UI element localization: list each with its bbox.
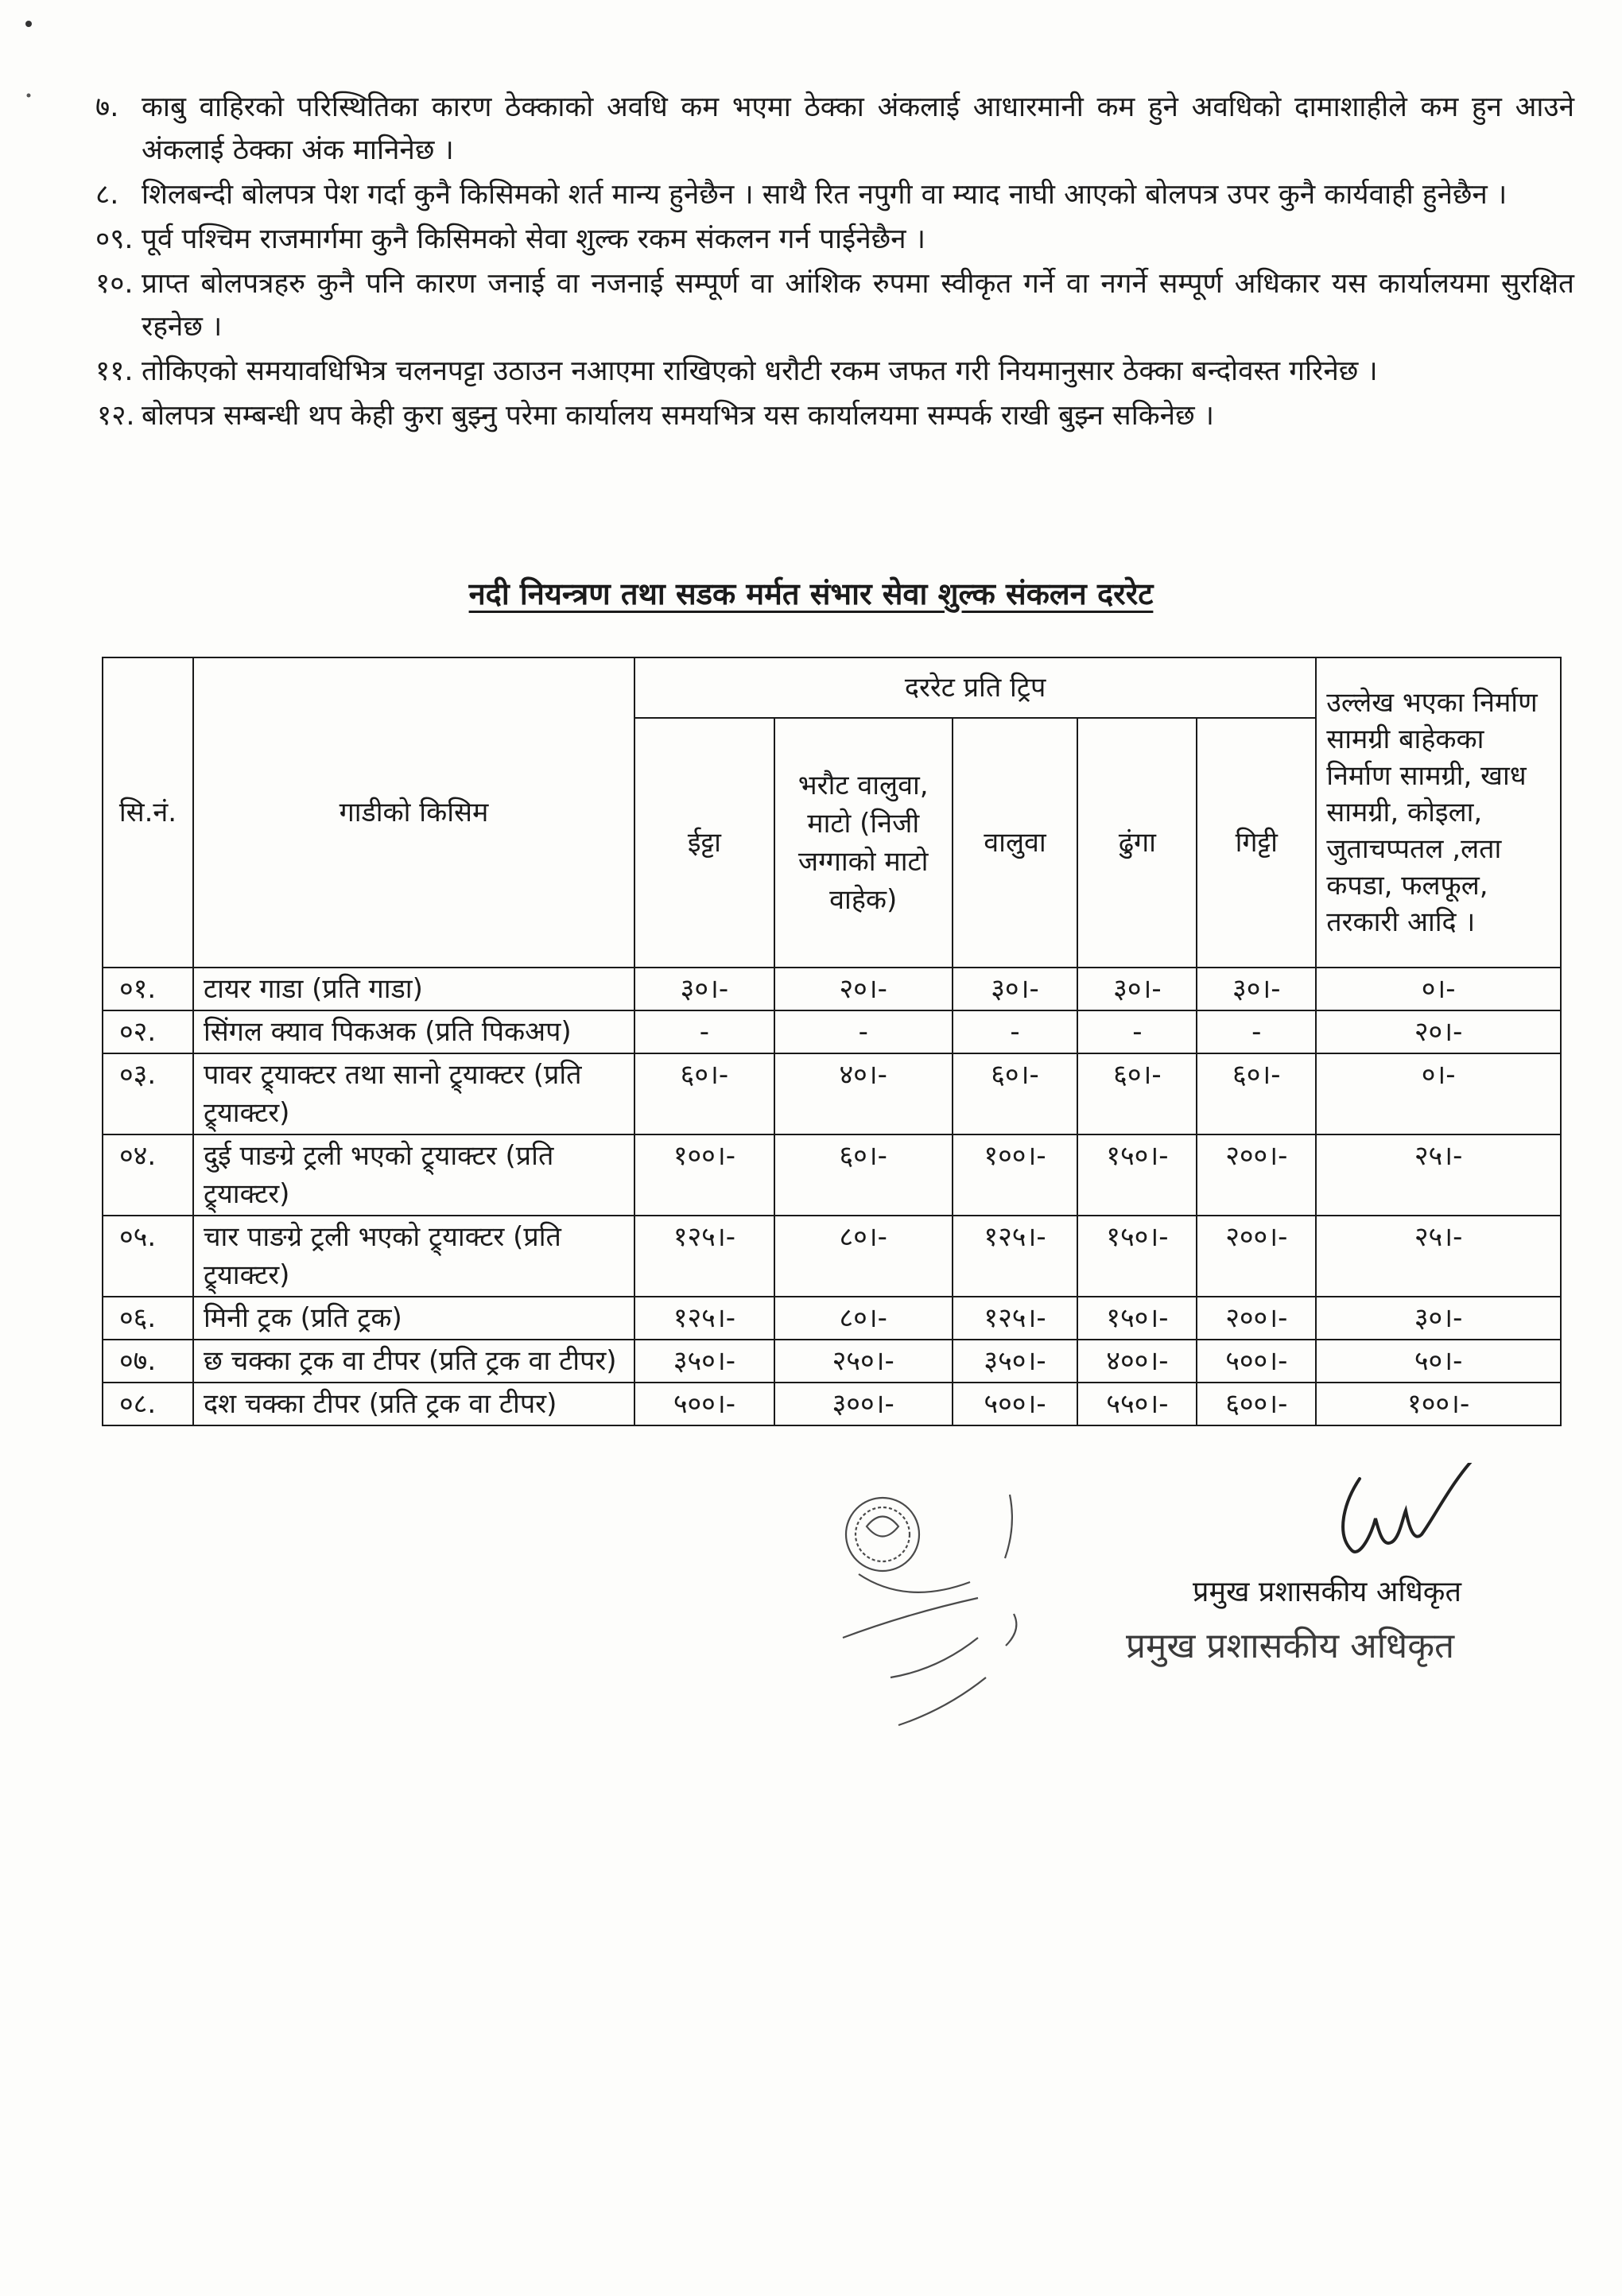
- cell-vehicle-type: दश चक्का टीपर (प्रति ट्रक वा टीपर): [193, 1383, 634, 1425]
- cell-sn: ०८.: [103, 1383, 193, 1425]
- item-text: बोलपत्र सम्बन्धी थप केही कुरा बुझ्नु परेमा कार्यालय समयभित्र यस कार्यालयमा सम्पर्क राखी बुझ्न सकिनेछ ।: [142, 400, 1215, 432]
- item-text: पूर्व पश्चिम राजमार्गमा कुनै किसिमको सेवा शुल्क रकम संकलन गर्न पाईनेछैन ।: [142, 223, 925, 255]
- item-number: ८.: [95, 179, 119, 211]
- cell-stone: -: [1077, 1010, 1197, 1053]
- cell-sand: ५००।-: [953, 1383, 1078, 1425]
- table-row: [103, 1216, 1561, 1297]
- cell-sand: ३०।-: [953, 968, 1078, 1010]
- cell-fill-soil: ८०।-: [774, 1216, 953, 1297]
- cell-brick: ५००।-: [634, 1383, 774, 1425]
- signature-mark: [1328, 1463, 1503, 1566]
- cell-stone: १५०।-: [1077, 1216, 1197, 1297]
- cell-brick: ३०।-: [634, 968, 774, 1010]
- table-row: [103, 1134, 1561, 1216]
- cell-vehicle-type: टायर गाडा (प्रति गाडा): [193, 968, 634, 1010]
- cell-sand: १२५।-: [953, 1216, 1078, 1297]
- cell-vehicle-type: चार पाङग्रे ट्रली भएको ट्र्याक्टर (प्रति ट्र्याक्टर): [193, 1216, 634, 1297]
- cell-gravel: २००।-: [1197, 1134, 1316, 1216]
- margin-mark: [21, 16, 37, 111]
- cell-brick: १२५।-: [634, 1297, 774, 1340]
- cell-other: ०।-: [1316, 1053, 1561, 1134]
- cell-sn: ०४.: [103, 1134, 193, 1216]
- terms-list: [95, 86, 1574, 439]
- cell-gravel: २००।-: [1197, 1297, 1316, 1340]
- cell-stone: १५०।-: [1077, 1297, 1197, 1340]
- cell-sand: ६०।-: [953, 1053, 1078, 1134]
- cell-gravel: ६००।-: [1197, 1383, 1316, 1425]
- cell-sand: -: [953, 1010, 1078, 1053]
- list-item: [95, 394, 1574, 437]
- cell-vehicle-type: सिंगल क्याव पिकअक (प्रति पिकअप): [193, 1010, 634, 1053]
- cell-vehicle-type: मिनी ट्रक (प्रति ट्रक): [193, 1297, 634, 1340]
- cell-sn: ०७.: [103, 1340, 193, 1383]
- cell-stone: १५०।-: [1077, 1134, 1197, 1216]
- header-fill-soil: भरौट वालुवा, माटो (निजी जग्गाको माटो वाहेक): [774, 718, 953, 968]
- cell-fill-soil: ६०।-: [774, 1134, 953, 1216]
- cell-other: ३०।-: [1316, 1297, 1561, 1340]
- cell-gravel: ३०।-: [1197, 968, 1316, 1010]
- cell-gravel: -: [1197, 1010, 1316, 1053]
- cell-other: २५।-: [1316, 1216, 1561, 1297]
- header-brick: ईट्टा: [634, 718, 774, 968]
- cell-stone: ४००।-: [1077, 1340, 1197, 1383]
- item-text: काबु वाहिरको परिस्थितिका कारण ठेक्काको अवधि कम भएमा ठेक्का अंकलाई आधारमानी कम हुने अवधिको दामाशाहीले कम हुन आउने अंकलाई ठेक्का अंक मानिनेछ ।: [142, 91, 1574, 166]
- cell-brick: ३५०।-: [634, 1340, 774, 1383]
- list-item: [95, 218, 1574, 261]
- cell-brick: १००।-: [634, 1134, 774, 1216]
- table-row: [103, 1053, 1561, 1134]
- cell-sand: १२५।-: [953, 1297, 1078, 1340]
- cell-sn: ०५.: [103, 1216, 193, 1297]
- cell-sand: ३५०।-: [953, 1340, 1078, 1383]
- table-row: [103, 1010, 1561, 1053]
- header-sn: सि.नं.: [103, 657, 193, 968]
- rate-table-title: [0, 572, 1622, 614]
- signatory-stamp-title: प्रमुख प्रशासकीय अधिकृत: [1126, 1626, 1455, 1666]
- cell-gravel: ६०।-: [1197, 1053, 1316, 1134]
- header-other-materials: उल्लेख भएका निर्माण सामग्री बाहेकका निर्माण सामग्री, खाध सामग्री, कोइला, जुताचप्पतल ,लता कपडा, फलफूल, तरकारी आदि ।: [1316, 657, 1561, 968]
- header-sand: वालुवा: [953, 718, 1078, 968]
- list-item: [95, 173, 1574, 216]
- item-text: शिलबन्दी बोलपत्र पेश गर्दा कुनै किसिमको शर्त मान्य हुनेछैन । साथै रित नपुगी वा म्याद नाघी आएको बोलपत्र उपर कुनै कार्यवाही हुनेछैन ।: [142, 179, 1508, 211]
- cell-stone: ६०।-: [1077, 1053, 1197, 1134]
- rate-table: [102, 657, 1562, 1426]
- cell-fill-soil: २५०।-: [774, 1340, 953, 1383]
- cell-other: २५।-: [1316, 1134, 1561, 1216]
- item-number: ७.: [95, 91, 119, 123]
- cell-gravel: २००।-: [1197, 1216, 1316, 1297]
- cell-vehicle-type: दुई पाङग्रे ट्रली भएको ट्र्याक्टर (प्रति ट्र्याक्टर): [193, 1134, 634, 1216]
- cell-sn: ०३.: [103, 1053, 193, 1134]
- item-number: १२.: [97, 400, 135, 432]
- cell-other: ५०।-: [1316, 1340, 1561, 1383]
- cell-brick: ६०।-: [634, 1053, 774, 1134]
- cell-fill-soil: ४०।-: [774, 1053, 953, 1134]
- item-text: प्राप्त बोलपत्रहरु कुनै पनि कारण जनाई वा नजनाई सम्पूर्ण वा आंशिक रुपमा स्वीकृत गर्ने वा नगर्ने सम्पूर्ण अधिकार यस कार्यालयमा सुरक्षित रहनेछ ।: [142, 268, 1574, 343]
- signatory-title: प्रमुख प्रशासकीय अधिकृत: [1193, 1576, 1461, 1608]
- cell-fill-soil: -: [774, 1010, 953, 1053]
- cell-fill-soil: २०।-: [774, 968, 953, 1010]
- header-rate-per-trip: दररेट प्रति ट्रिप: [634, 657, 1316, 718]
- cell-brick: १२५।-: [634, 1216, 774, 1297]
- table-row: [103, 1340, 1561, 1383]
- cell-gravel: ५००।-: [1197, 1340, 1316, 1383]
- cell-stone: ३०।-: [1077, 968, 1197, 1010]
- list-item: [95, 86, 1574, 172]
- cell-sn: ०२.: [103, 1010, 193, 1053]
- header-stone: ढुंगा: [1077, 718, 1197, 968]
- cell-brick: -: [634, 1010, 774, 1053]
- item-number: ११.: [95, 355, 134, 387]
- cell-other: ०।-: [1316, 968, 1561, 1010]
- item-number: ०९.: [95, 223, 134, 255]
- rate-table-title-text: नदी नियन्त्रण तथा सडक मर्मत संभार सेवा शुल्क संकलन दररेट: [468, 576, 1154, 611]
- table-row: [103, 968, 1561, 1010]
- cell-vehicle-type: छ चक्का ट्रक वा टीपर (प्रति ट्रक वा टीपर): [193, 1340, 634, 1383]
- cell-fill-soil: ३००।-: [774, 1383, 953, 1425]
- cell-sn: ०१.: [103, 968, 193, 1010]
- header-vehicle-type: गाडीको किसिम: [193, 657, 634, 968]
- cell-fill-soil: ८०।-: [774, 1297, 953, 1340]
- cell-sand: १००।-: [953, 1134, 1078, 1216]
- list-item: [95, 262, 1574, 348]
- header-gravel: गिट्टी: [1197, 718, 1316, 968]
- table-row: [103, 1383, 1561, 1425]
- cell-other: २०।-: [1316, 1010, 1561, 1053]
- item-text: तोकिएको समयावधिभित्र चलनपट्टा उठाउन नआएमा राखिएको धरौटी रकम जफत गरी नियमानुसार ठेक्का बन्दोवस्त गरिनेछ ।: [142, 355, 1378, 387]
- table-header-row: [103, 657, 1561, 718]
- cell-vehicle-type: पावर ट्र्याक्टर तथा सानो ट्र्याक्टर (प्रति ट्र्याक्टर): [193, 1053, 634, 1134]
- item-number: १०.: [95, 268, 134, 300]
- office-stamp: [811, 1479, 1065, 1749]
- list-item: [95, 350, 1574, 393]
- cell-sn: ०६.: [103, 1297, 193, 1340]
- cell-stone: ५५०।-: [1077, 1383, 1197, 1425]
- cell-other: १००।-: [1316, 1383, 1561, 1425]
- table-row: [103, 1297, 1561, 1340]
